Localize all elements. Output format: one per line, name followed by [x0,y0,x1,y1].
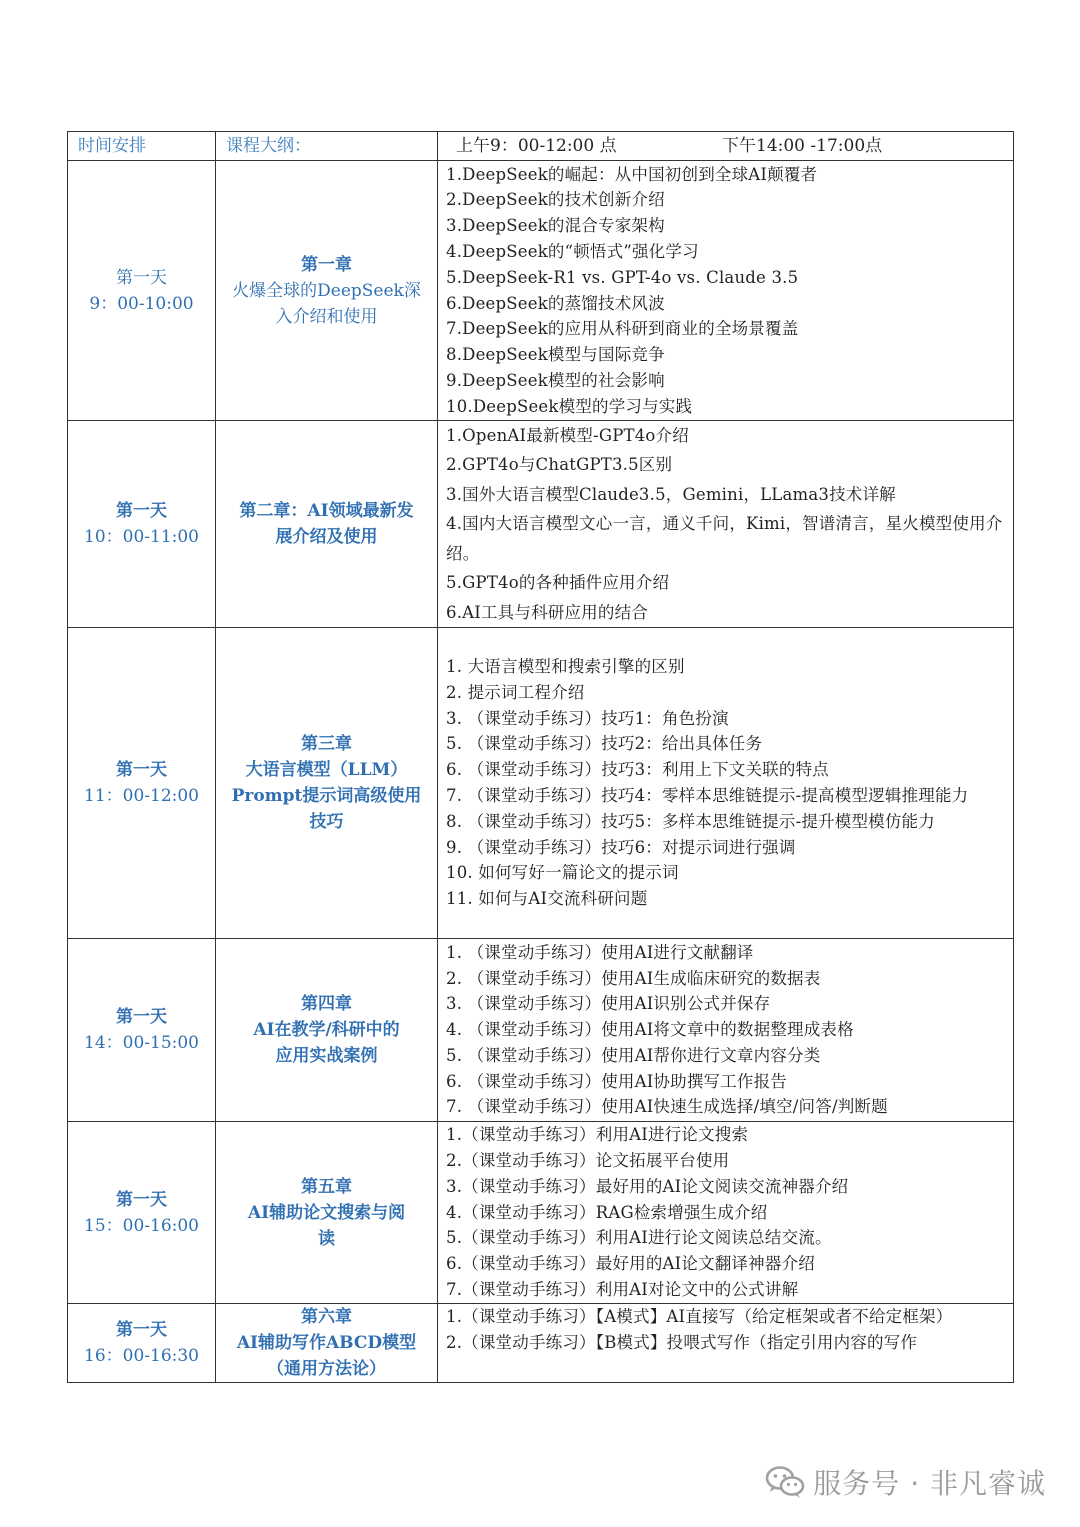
list-item: 6.（课堂动手练习）最好用的AI论文翻译神器介绍 [446,1254,815,1274]
session-time: 10：00-11:00 [84,527,199,547]
session-time-cell [68,628,216,939]
list-item: 9.DeepSeek模型的社会影响 [446,370,665,390]
list-item: 6. （课堂动手练习）使用AI协助撰写工作报告 [446,1071,788,1091]
list-item: 2.DeepSeek的技术创新介绍 [446,190,665,210]
chapter-title-cell [216,421,438,628]
header-am-time: 上午9：00-12:00 点 [456,136,617,156]
list-item: 2.GPT4o与ChatGPT3.5区别 [446,455,673,475]
list-item: 5.DeepSeek-R1 vs. GPT-4o vs. Claude 3.5 [446,267,799,287]
chapter-title-line: 第二章：AI领域最新发 [239,501,414,521]
list-item: 3. （课堂动手练习）使用AI识别公式并保存 [446,994,771,1014]
list-item: 4.国内大语言模型文心一言，通义千问，Kimi，智谱清言，星火模型使用介绍。 [446,514,1003,563]
list-item: 4. （课堂动手练习）使用AI将文章中的数据整理成表格 [446,1020,854,1040]
list-item: 8. （课堂动手练习）技巧5：多样本思维链提示-提升模型模仿能力 [446,811,935,831]
chapter-title-line: （通用方法论） [267,1359,386,1379]
chapter-number: 第六章 [301,1307,352,1327]
chapter-title-line: 技巧 [309,812,344,832]
chapter-title-line: 应用实战案例 [275,1046,378,1066]
list-item: 1.OpenAI最新模型-GPT4o介绍 [446,426,689,446]
list-item: 5.GPT4o的各种插件应用介绍 [446,573,670,593]
chapter-title-line: 展介绍及使用 [275,527,378,547]
list-item: 5. （课堂动手练习）使用AI帮你进行文章内容分类 [446,1045,821,1065]
session-time: 15：00-16:00 [84,1215,199,1236]
chapter-number: 第三章 [301,734,352,754]
chapter-title-line: 读 [318,1228,335,1249]
chapter-content-cell [438,939,1014,1122]
list-item: 2. （课堂动手练习）使用AI生成临床研究的数据表 [446,968,821,988]
session-time-cell [68,1122,216,1304]
header-pm-time: 下午14:00 -17:00点 [722,136,883,156]
chapter-title-cell [216,161,438,421]
list-item: 2.（课堂动手练习）论文拓展平台使用 [446,1151,730,1170]
chapter-content-cell [438,1304,1014,1383]
header-time-arrangement: 时间安排 [68,132,216,161]
course-schedule-table [67,131,1014,1383]
table-row [68,939,1014,1122]
chapter-title-line: 入介绍和使用 [275,306,378,327]
table-row [68,1304,1014,1383]
session-day: 第一天 [116,1007,167,1027]
list-item: 1.（课堂动手练习）利用AI进行论文搜索 [446,1125,749,1145]
session-day: 第一天 [116,760,167,780]
list-item: 2.（课堂动手练习）【B模式】投喂式写作（指定引用内容的写作 [446,1332,918,1352]
chapter-title-line: AI在教学/科研中的 [253,1020,400,1040]
session-time-cell [68,421,216,628]
session-day: 第一天 [116,1320,167,1340]
list-item: 5.（课堂动手练习）利用AI进行论文阅读总结交流。 [446,1228,832,1248]
list-item: 7. （课堂动手练习）技巧4：零样本思维链提示-提高模型逻辑推理能力 [446,786,969,805]
table-header-row [68,132,1014,161]
list-item: 6. （课堂动手练习）技巧3：利用上下文关联的特点 [446,760,829,780]
list-item: 7. （课堂动手练习）使用AI快速生成选择/填空/问答/判断题 [446,1097,888,1117]
list-item: 6.DeepSeek的蒸馏技术风波 [446,293,665,313]
chapter-content-cell [438,421,1014,628]
chapter-number: 第四章 [301,994,352,1014]
chapter-title-line: 大语言模型（LLM） [245,760,408,780]
session-time-cell [68,161,216,421]
list-item: 3. （课堂动手练习）技巧1：角色扮演 [446,708,729,728]
table-row [68,421,1014,628]
list-item: 7.（课堂动手练习）利用AI对论文中的公式讲解 [446,1279,799,1299]
wechat-icon [765,1465,805,1499]
list-item: 4.（课堂动手练习）RAG检索增强生成介绍 [446,1202,768,1222]
session-time: 16：00-16:30 [84,1346,199,1366]
list-item: 5. （课堂动手练习）技巧2：给出具体任务 [446,734,763,754]
table-row [68,161,1014,421]
chapter-title-line: 火爆全球的DeepSeek深 [232,280,421,301]
watermark-text: 服务号 · 非凡睿诚 [813,1467,1046,1500]
chapter-title-line: AI辅助论文搜索与阅 [247,1202,406,1223]
session-day: 第一天 [116,1189,167,1210]
list-item: 1. （课堂动手练习）使用AI进行文献翻译 [446,942,754,962]
table-row [68,628,1014,939]
list-item: 9. （课堂动手练习）技巧6：对提示词进行强调 [446,837,796,857]
list-item: 3.（课堂动手练习）最好用的AI论文阅读交流神器介绍 [446,1176,849,1196]
session-time: 11：00-12:00 [84,786,199,806]
list-item: 10.DeepSeek模型的学习与实践 [446,396,693,416]
list-item: 7.DeepSeek的应用从科研到商业的全场景覆盖 [446,319,799,339]
chapter-title-line: AI辅助写作ABCD模型 [236,1333,417,1353]
session-time-cell [68,939,216,1122]
list-item: 4.DeepSeek的“顿悟式”强化学习 [446,241,699,261]
chapter-content-cell [438,628,1014,939]
watermark [765,1460,1046,1504]
header-session-times [438,132,1014,161]
header-course-outline: 课程大纲： [216,132,438,161]
list-item: 11. 如何与AI交流科研问题 [446,889,648,909]
session-time: 9：00-10:00 [89,293,194,314]
chapter-content-cell [438,1122,1014,1304]
chapter-title-cell [216,1304,438,1383]
chapter-number: 第一章 [301,254,352,275]
chapter-title-cell [216,1122,438,1304]
list-item: 2. 提示词工程介绍 [446,682,585,702]
table-row [68,1122,1014,1304]
chapter-content-cell [438,161,1014,421]
chapter-title-cell [216,939,438,1122]
list-item: 1. 大语言模型和搜索引擎的区别 [446,657,685,677]
session-time-cell [68,1304,216,1383]
session-day: 第一天 [116,501,167,521]
list-item: 1.（课堂动手练习）【A模式】AI直接写（给定框架或者不给定框架） [446,1307,953,1326]
list-item: 3.国外大语言模型Claude3.5，Gemini，LLama3技术详解 [446,484,896,504]
list-item: 3.DeepSeek的混合专家架构 [446,216,665,236]
chapter-title-cell [216,628,438,939]
list-item: 6.AI工具与科研应用的结合 [446,602,648,622]
list-item: 10. 如何写好一篇论文的提示词 [446,863,679,883]
chapter-title-line: Prompt提示词高级使用 [231,786,422,806]
list-item: 1.DeepSeek的崛起：从中国初创到全球AI颠覆者 [446,164,818,184]
list-item: 8.DeepSeek模型与国际竞争 [446,345,665,365]
session-day: 第一天 [116,267,167,288]
chapter-number: 第五章 [301,1176,352,1197]
session-time: 14：00-15:00 [84,1033,199,1053]
